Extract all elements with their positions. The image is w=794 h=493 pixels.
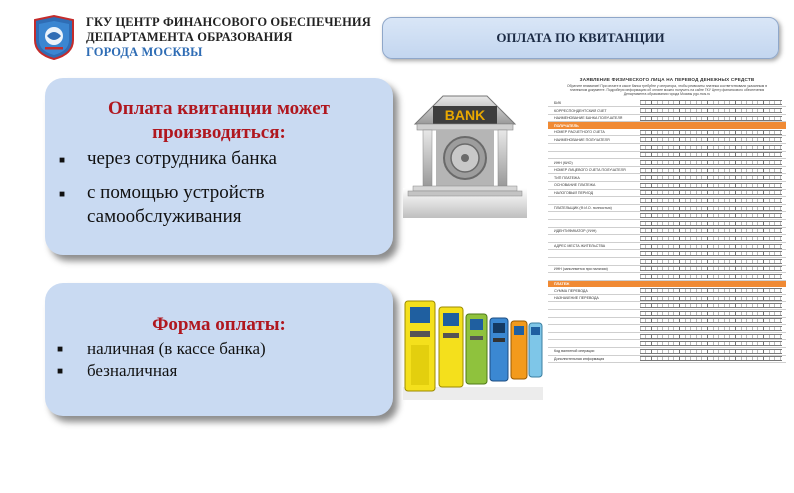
- org-name-line2: ДЕПАРТАМЕНТА ОБРАЗОВАНИЯ: [86, 30, 293, 44]
- receipt-row-cells: [640, 244, 782, 249]
- receipt-row: [548, 182, 786, 190]
- receipt-row-label: КОРРЕСПОНДЕНТСКИЙ СЧЕТ: [554, 108, 607, 113]
- receipt-row-cells: [640, 334, 782, 339]
- payment-methods-list: [45, 147, 393, 229]
- bullet-icon: ■: [57, 344, 64, 355]
- receipt-row: [548, 287, 786, 295]
- list-item: [59, 147, 393, 171]
- receipt-row: [548, 266, 786, 274]
- receipt-form-image: [548, 73, 786, 415]
- bank-sign-text: BANK: [444, 107, 486, 123]
- receipt-row-cells: [640, 198, 782, 203]
- list-item: [57, 338, 393, 360]
- list-item-label: через сотрудника банка: [87, 148, 277, 169]
- receipt-row-cells: [640, 259, 782, 264]
- receipt-row: [548, 136, 786, 144]
- org-name: [86, 15, 371, 60]
- receipt-row: [548, 258, 786, 266]
- page-title: ОПЛАТА ПО КВИТАНЦИИ: [496, 30, 665, 45]
- receipt-row-label: ОСНОВАНИЕ ПЛАТЕЖА: [554, 183, 596, 188]
- receipt-row-cells: [640, 137, 782, 142]
- receipt-row: [548, 152, 786, 160]
- receipt-row: [548, 302, 786, 310]
- receipt-row-label: АДРЕС МЕСТА ЖИТЕЛЬСТВА: [554, 244, 606, 249]
- receipt-row-label: СУММА ПЕРЕВОДА: [554, 288, 588, 293]
- receipt-row: [548, 205, 786, 213]
- receipt-row: [548, 190, 786, 198]
- receipt-row: [548, 228, 786, 236]
- list-item: [57, 360, 393, 382]
- org-logo: [31, 14, 77, 60]
- payment-form-title: Форма оплаты:: [152, 314, 286, 335]
- receipt-row-cells: [640, 274, 782, 279]
- payment-methods-title: Оплата квитанции может производиться:: [108, 98, 330, 143]
- org-name-line3: ГОРОДА МОСКВЫ: [86, 45, 203, 59]
- page-title-banner: [382, 17, 779, 59]
- receipt-row-cells: [640, 108, 782, 113]
- receipt-row: [548, 115, 786, 123]
- receipt-row-label: ПЛАТЕЛЬЩИК (Ф.И.О. полностью): [554, 206, 612, 211]
- receipt-row-label: НОМЕР ЛИЦЕВОГО СЧЕТА ПОЛУЧАТЕЛЯ: [554, 168, 626, 173]
- receipt-row-cells: [640, 318, 782, 323]
- payment-methods-card: [45, 78, 393, 255]
- receipt-row-label: ПОЛУЧАТЕЛЬ: [554, 123, 579, 128]
- receipt-row: [548, 129, 786, 137]
- receipt-row: [548, 310, 786, 318]
- receipt-row-label: НАЛОГОВЫЙ ПЕРИОД: [554, 190, 594, 195]
- receipt-row-label: Дополнительная информация: [554, 356, 605, 361]
- bullet-icon: ■: [59, 155, 66, 166]
- receipt-row: [548, 144, 786, 152]
- list-item: [59, 181, 393, 229]
- receipt-row-cells: [640, 190, 782, 195]
- receipt-row-label: Код валютной операции: [554, 349, 595, 354]
- receipt-row-label: НОМЕР РАСЧЕТНОГО СЧЕТА: [554, 130, 605, 135]
- receipt-row: [548, 318, 786, 326]
- receipt-row-label: БИК: [554, 100, 562, 105]
- receipt-row-cells: [640, 100, 782, 105]
- receipt-row: [548, 235, 786, 243]
- receipt-row-label: ИДЕНТИФИКАТОР (УИН): [554, 228, 597, 233]
- receipt-row-cells: [640, 356, 782, 361]
- receipt-row: [548, 243, 786, 251]
- bullet-icon: ■: [59, 189, 66, 200]
- receipt-row-cells: [640, 266, 782, 271]
- receipt-row: [548, 107, 786, 115]
- receipt-row-cells: [640, 288, 782, 293]
- receipt-row: [548, 197, 786, 205]
- receipt-row-cells: [640, 183, 782, 188]
- receipt-row-cells: [640, 168, 782, 173]
- list-item-label: с помощью устройств самообслуживания: [87, 182, 265, 227]
- receipt-row: [548, 273, 786, 281]
- receipt-title: ЗАЯВЛЕНИЕ ФИЗИЧЕСКОГО ЛИЦА НА ПЕРЕВОД ДЕНЕЖНЫХ СРЕДСТВ: [579, 77, 755, 82]
- receipt-row-cells: [640, 206, 782, 211]
- receipt-row-cells: [640, 213, 782, 218]
- receipt-row-cells: [640, 236, 782, 241]
- receipt-row: [548, 250, 786, 258]
- receipt-row-cells: [640, 130, 782, 135]
- receipt-row: [548, 295, 786, 303]
- receipt-row: [548, 348, 786, 356]
- receipt-row-cells: [640, 326, 782, 331]
- org-name-line1: ГКУ ЦЕНТР ФИНАНСОВОГО ОБЕСПЕЧЕНИЯ: [86, 15, 371, 29]
- receipt-row-label: НАИМЕНОВАНИЕ БАНКА ПОЛУЧАТЕЛЯ: [554, 116, 623, 121]
- receipt-row-cells: [640, 341, 782, 346]
- receipt-row: [548, 333, 786, 341]
- payment-form-list: [45, 338, 393, 382]
- bank-building-image: [403, 84, 527, 218]
- receipt-row-label: ТИП ПЛАТЕЖА: [554, 175, 580, 180]
- payment-form-card: [45, 283, 393, 416]
- receipt-row: [548, 356, 786, 364]
- receipt-row-cells: [640, 296, 782, 301]
- receipt-row-cells: [640, 228, 782, 233]
- receipt-row-label: НАЗНАЧЕНИЕ ПЕРЕВОДА: [554, 296, 599, 301]
- receipt-row-cells: [640, 152, 782, 157]
- receipt-row: [548, 220, 786, 228]
- receipt-row-cells: [640, 311, 782, 316]
- receipt-row-cells: [640, 145, 782, 150]
- bullet-icon: ■: [57, 366, 64, 377]
- receipt-row-cells: [640, 221, 782, 226]
- receipt-row: [548, 159, 786, 167]
- receipt-row: [548, 340, 786, 348]
- receipt-row: [548, 167, 786, 175]
- receipt-row-label: ПЛАТЕЖ: [554, 282, 570, 287]
- receipt-row-cells: [640, 251, 782, 256]
- receipt-note: Обратите внимание! При оплате в кассе банка требуйте у оператора, чтобы реквизиты платежа соответствовали указанным в платежном документе. Подробную информацию об оплате можно получить на сайте ГКУ Центр финансового обеспечения Департамента образования города Москвы pgu.mos.ru: [567, 84, 767, 97]
- receipt-row-cells: [640, 116, 782, 121]
- receipt-row-label: ИНН (заполняется при наличии): [554, 266, 608, 271]
- receipt-row-cells: [640, 349, 782, 354]
- list-item-label: безналичная: [87, 361, 178, 380]
- payment-terminals-image: [403, 287, 543, 400]
- receipt-row: [548, 212, 786, 220]
- receipt-row: [548, 100, 786, 108]
- receipt-row-label: ИНН (КИО): [554, 160, 573, 165]
- receipt-row: [548, 174, 786, 182]
- receipt-row-label: НАИМЕНОВАНИЕ ПОЛУЧАТЕЛЯ: [554, 137, 610, 142]
- receipt-row-cells: [640, 303, 782, 308]
- receipt-rows: [548, 100, 786, 364]
- receipt-row: [548, 325, 786, 333]
- list-item-label: наличная (в кассе банка): [87, 339, 266, 358]
- receipt-row-cells: [640, 160, 782, 165]
- receipt-row-cells: [640, 175, 782, 180]
